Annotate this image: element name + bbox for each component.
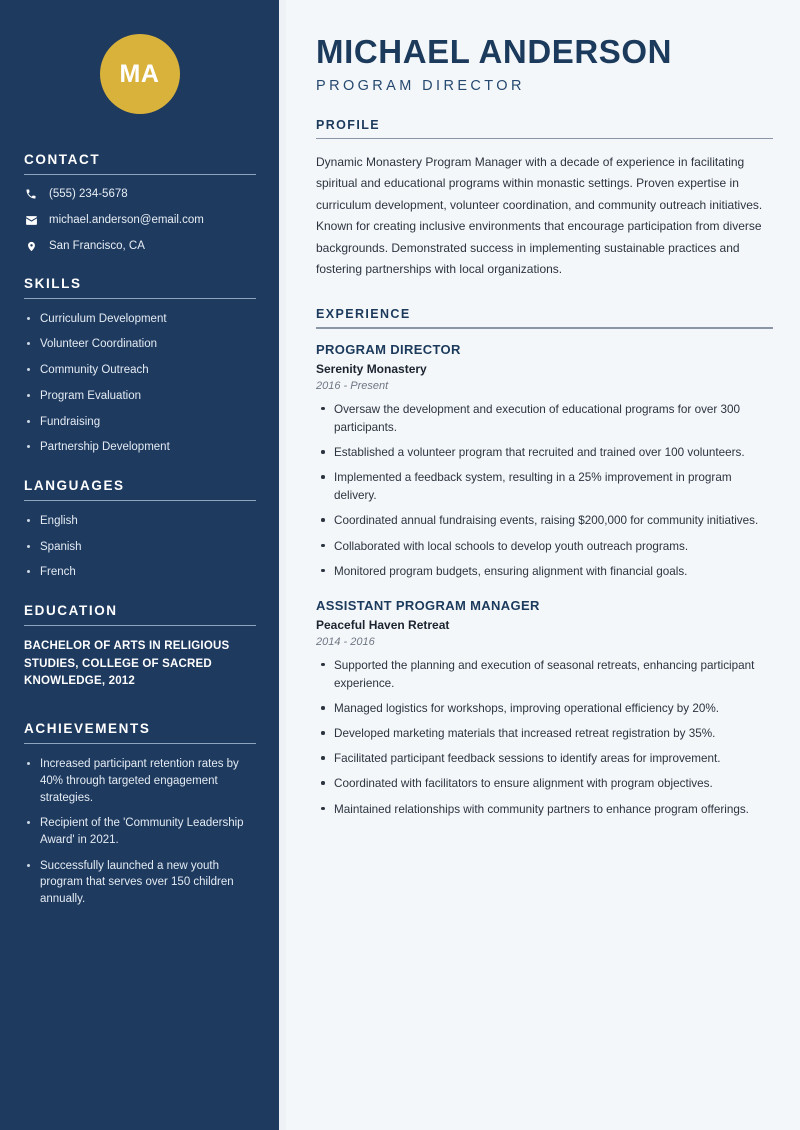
avatar-initials: MA (119, 59, 160, 88)
page-title: MICHAEL ANDERSON (316, 33, 673, 70)
education-divider (24, 625, 256, 626)
headline-job-title: PROGRAM DIRECTOR (316, 77, 525, 94)
experience-dates: 2016 - Present (316, 379, 389, 392)
list-item: English (24, 513, 255, 530)
experience-company: Peaceful Haven Retreat (316, 617, 450, 632)
education-heading: EDUCATION (24, 602, 118, 618)
list-item: Curriculum Development (24, 311, 255, 328)
list-item: Monitored program budgets, ensuring alignment with financial goals. (316, 563, 773, 581)
experience-bullet-list (316, 401, 773, 581)
avatar (100, 34, 180, 114)
list-item: Maintained relationships with community partners to enhance program offerings. (316, 801, 773, 819)
experience-heading: EXPERIENCE (316, 307, 411, 322)
list-item: Partnership Development (24, 439, 255, 456)
achievements-section (24, 721, 255, 907)
sidebar-separator-strip (279, 0, 286, 1130)
experience-divider (316, 327, 773, 329)
education-section (24, 603, 255, 691)
contact-section (24, 152, 255, 254)
skills-heading: SKILLS (24, 275, 82, 291)
experience-item (316, 342, 773, 581)
achievements-list (24, 756, 255, 907)
skills-list (24, 311, 255, 456)
profile-heading: PROFILE (316, 117, 380, 132)
list-item: Developed marketing materials that increased retreat registration by 35%. (316, 725, 773, 743)
experience-job-title: ASSISTANT PROGRAM MANAGER (316, 597, 540, 613)
list-item: Successfully launched a new youth program that serves over 150 children annually. (24, 858, 255, 908)
experience-dates: 2014 - 2016 (316, 635, 375, 648)
skills-section (24, 276, 255, 456)
avatar-container (24, 0, 255, 152)
experience-section (316, 307, 773, 818)
list-item: Fundraising (24, 414, 255, 431)
contact-location-value: San Francisco, CA (49, 239, 145, 252)
list-item: Increased participant retention rates by 40% through targeted engagement strategies. (24, 756, 255, 806)
list-item: Coordinated with facilitators to ensure alignment with program objectives. (316, 775, 773, 793)
profile-text: Dynamic Monastery Program Manager with a decade of experience in facilitating spiritual and educational programs within monastic settings. Proven expertise in curriculum development, volunteer coordination, and community outreach initiatives. Known for creating inclusive environments that encourage participation from diverse backgrounds. Demonstrated success in implementing sustainable practices and fostering partnerships with local organizations. (316, 155, 763, 276)
list-item: French (24, 564, 255, 581)
experience-bullet-list (316, 657, 773, 819)
experience-company: Serenity Monastery (316, 361, 427, 376)
list-item: Recipient of the 'Community Leadership Award' in 2021. (24, 815, 255, 848)
contact-row-phone (24, 187, 255, 202)
skills-divider (24, 298, 256, 299)
list-item: Spanish (24, 539, 255, 556)
contact-row-location (24, 239, 255, 254)
envelope-icon (24, 214, 38, 227)
phone-icon (24, 188, 38, 200)
experience-job-title: PROGRAM DIRECTOR (316, 341, 461, 357)
languages-divider (24, 500, 256, 501)
education-entry: BACHELOR OF ARTS IN RELIGIOUS STUDIES, COLLEGE OF SACRED KNOWLEDGE, 2012 (24, 639, 230, 688)
contact-phone-value[interactable]: (555) 234-5678 (49, 188, 128, 200)
profile-section (316, 118, 773, 281)
list-item: Collaborated with local schools to develop youth outreach programs. (316, 538, 773, 556)
list-item: Established a volunteer program that recruited and trained over 100 volunteers. (316, 444, 773, 462)
languages-heading: LANGUAGES (24, 477, 125, 493)
sidebar (0, 0, 279, 1130)
contact-email-value[interactable]: michael.anderson@email.com (49, 213, 204, 226)
list-item: Facilitated participant feedback sessions to identify areas for improvement. (316, 750, 773, 768)
list-item: Volunteer Coordination (24, 336, 255, 353)
contact-row-email (24, 213, 255, 228)
location-pin-icon (24, 240, 38, 253)
achievements-heading: ACHIEVEMENTS (24, 721, 151, 737)
list-item: Community Outreach (24, 362, 255, 379)
languages-section (24, 478, 255, 581)
contact-heading: CONTACT (24, 152, 101, 167)
list-item: Coordinated annual fundraising events, raising $200,000 for community initiatives. (316, 512, 773, 530)
achievements-divider (24, 743, 256, 744)
list-item: Program Evaluation (24, 388, 255, 405)
list-item: Oversaw the development and execution of educational programs for over 300 participants. (316, 401, 773, 437)
experience-item (316, 598, 773, 819)
list-item: Implemented a feedback system, resulting in a 25% improvement in program delivery. (316, 469, 773, 505)
languages-list (24, 513, 255, 581)
list-item: Supported the planning and execution of seasonal retreats, enhancing participant experience. (316, 657, 773, 693)
profile-divider (316, 138, 773, 140)
main-content (286, 0, 800, 1130)
list-item: Managed logistics for workshops, improving operational efficiency by 20%. (316, 700, 773, 718)
contact-divider (24, 174, 256, 175)
